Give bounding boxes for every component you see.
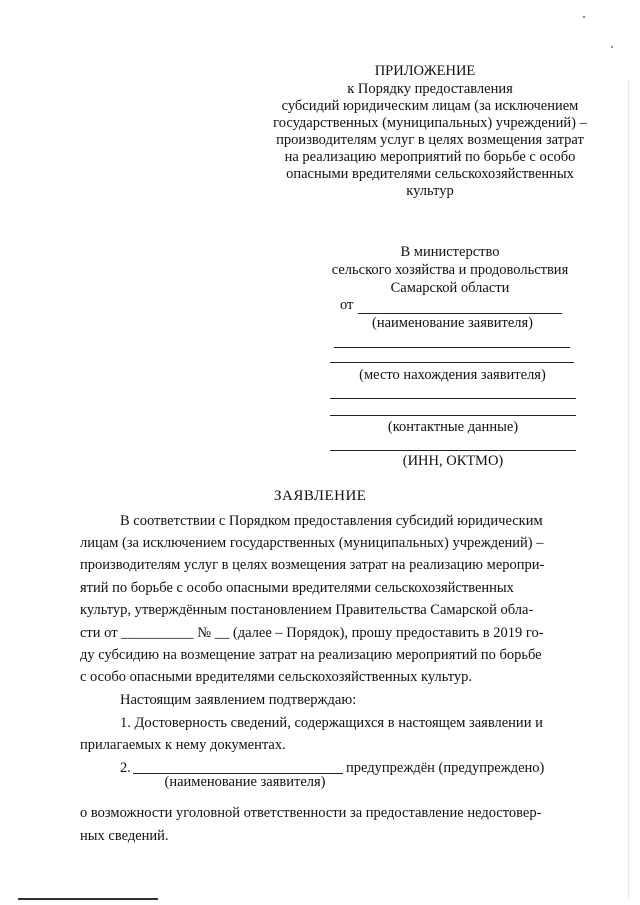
appendix-line: государственных (муниципальных) учреждений) – [273,115,587,131]
statement-paragraph-line: В соответствии с Порядком предоставления субсидий юридическим [120,513,543,529]
addressee-line: В министерство [400,244,500,260]
appendix-title: ПРИЛОЖЕНИЕ [374,63,476,79]
statement-paragraph-line: производителям услуг в целях возмещения затрат на реализацию меропри- [80,557,545,573]
item1-line: прилагаемых к нему документах. [80,737,286,753]
addressee-line: Самарской области [390,280,510,296]
blank-line [330,415,576,416]
blank-line [330,450,576,451]
appendix-line: культур [406,183,454,199]
statement-paragraph-line: с особо опасными вредителями сельскохозяйственных культур. [80,669,473,685]
footer-rule [18,898,158,900]
contacts-caption: (контактные данные) [387,419,519,435]
confirm-intro: Настоящим заявлением подтверждаю: [120,692,357,708]
applicant-name-line [358,313,562,314]
scan-speck [583,16,585,18]
inn-caption: (ИНН, ОКТМО) [402,453,504,469]
item2-warned: предупреждён (предупреждено) [346,760,545,776]
blank-line [334,347,570,348]
item2-caption: (наименование заявителя) [164,774,326,790]
addressee-line: сельского хозяйства и продовольствия [331,262,569,278]
blank-line [330,398,576,399]
scan-edge [628,80,629,900]
statement-paragraph-line: лицам (за исключением государственных (муниципальных) учреждений) – [80,535,544,551]
appendix-line: к Порядку предоставления [347,81,513,97]
item2-rest-line: ных сведений. [80,828,169,844]
appendix-line: опасными вредителями сельскохозяйственных [286,166,574,182]
statement-paragraph-line: сти от __________ № __ (далее – Порядок), прошу предоставить в 2019 го- [80,625,544,641]
statement-paragraph-line: ятий по борьбе с особо опасными вредителями сельскохозяйственных [80,580,514,596]
statement-paragraph-line: культур, утверждённым постановлением Правительства Самарской обла- [80,602,534,618]
statement-paragraph-line: ду субсидию на возмещение затрат на реализацию мероприятий по борьбе [80,647,542,663]
statement-title: ЗАЯВЛЕНИЕ [274,488,367,504]
appendix-line: на реализацию мероприятий по борьбе с особо [284,149,576,165]
applicant-name-caption: (наименование заявителя) [371,315,534,331]
appendix-line: субсидий юридическим лицам (за исключением [281,98,579,114]
item1-line: 1. Достоверность сведений, содержащихся в настоящем заявлении и [120,715,543,731]
item2-rest-line: о возможности уголовной ответственности за предоставление недостовер- [80,805,542,821]
appendix-line: производителям услуг в целях возмещения затрат [276,132,584,148]
location-caption: (место нахождения заявителя) [359,367,546,383]
scan-speck [611,46,613,48]
item2-number: 2. [120,760,131,776]
blank-line [330,362,574,363]
from-label: от [340,297,354,313]
